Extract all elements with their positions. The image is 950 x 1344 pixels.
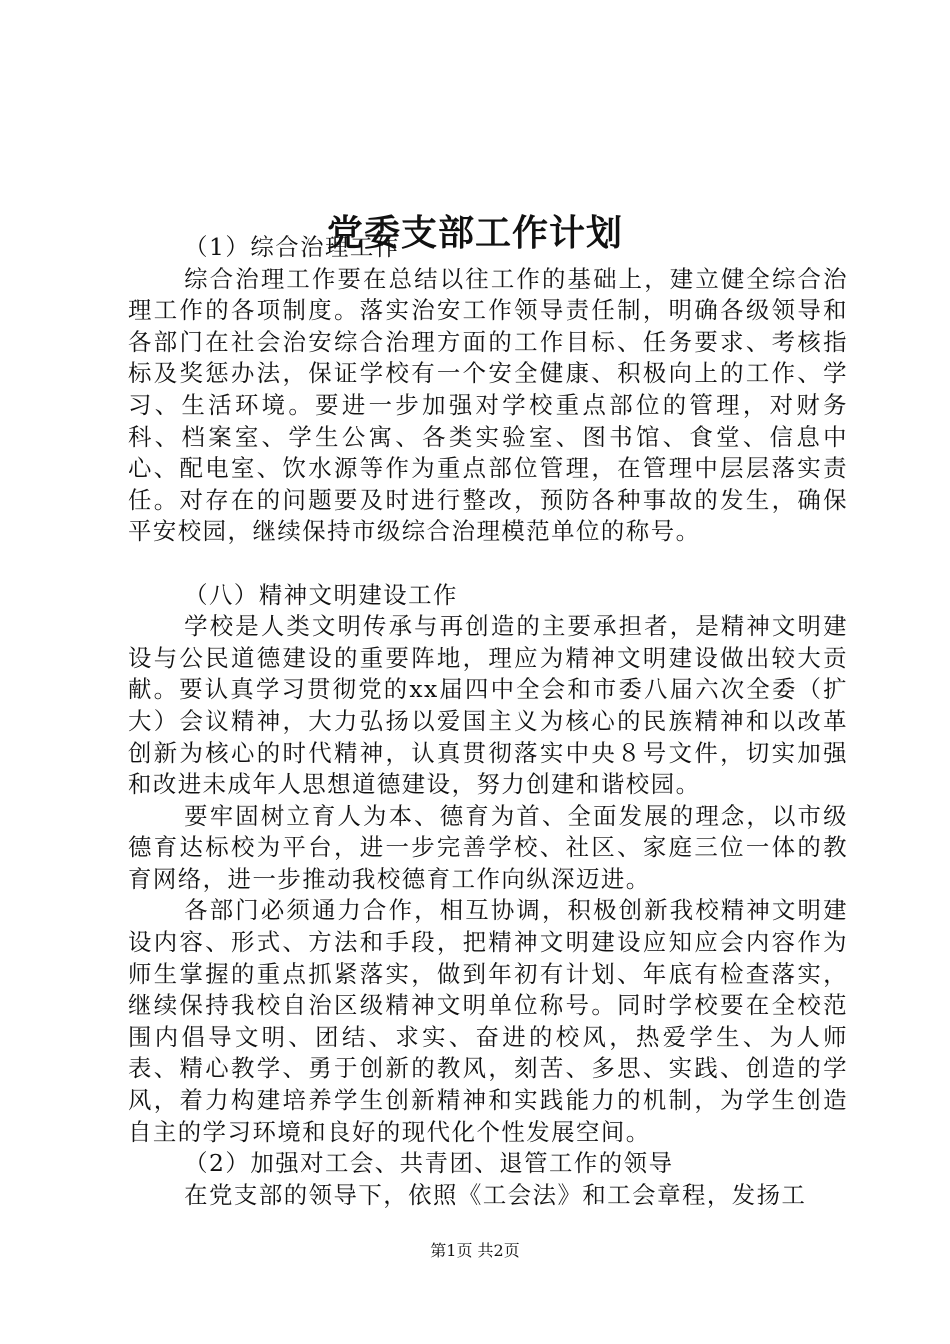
paragraph-spiritual-civilization-1: 学校是人类文明传承与再创造的主要承担者，是精神文明建设与公民道德建设的重要阵地，理应为精神文明建设做出较大贡献。要认真学习贯彻党的xx届四中全会和市委八届六次全委（扩大）会议精神，大力弘扬以爱国主义为核心的民族精神和以改革创新为核心的时代精神，认真贯彻落实中央８号文件，切实加强和改进未成年人思想道德建设，努力创建和谐校园。	[128, 612, 848, 799]
page-footer: 第1页 共2页	[430, 1241, 520, 1260]
section-heading-spiritual-civilization: （八）精神文明建设工作	[184, 580, 458, 609]
paragraph-spiritual-civilization-2: 要牢固树立育人为本、德育为首、全面发展的理念，以市级德育达标校为平台，进一步完善学校、社区、家庭三位一体的教育网络，进一步推动我校德育工作向纵深迈进。	[128, 801, 848, 893]
paragraph-comprehensive-governance: 综合治理工作要在总结以往工作的基础上，建立健全综合治理工作的各项制度。落实治安工作领导责任制，明确各级领导和各部门在社会治安综合治理方面的工作目标、任务要求、考核指标及奖惩办法，保证学校有一个安全健康、积极向上的工作、学习、生活环境。要进一步加强对学校重点部位的管理，对财务科、档案室、学生公寓、各类实验室、图书馆、食堂、信息中心、配电室、饮水源等作为重点部位管理，在管理中层层落实责任。对存在的问题要及时进行整改，预防各种事故的发生，确保平安校园，继续保持市级综合治理模范单位的称号。	[128, 264, 848, 546]
document-body	[128, 232, 848, 1211]
section-heading-comprehensive-governance: （1）综合治理工作	[184, 233, 400, 261]
section-heading-union-league: （2）加强对工会、共青团、退管工作的领导	[184, 1149, 674, 1178]
section-spacer	[128, 548, 848, 580]
document-title: 党委支部工作计划	[326, 212, 623, 255]
paragraph-union-league: 在党支部的领导下，依照《工会法》和工会章程，发扬工	[184, 1180, 807, 1209]
paragraph-spiritual-civilization-3: 各部门必须通力合作，相互协调，积极创新我校精神文明建设内容、形式、方法和手段，把精神文明建设应知应会内容作为师生掌握的重点抓紧落实，做到年初有计划、年底有检查落实，继续保持我校自治区级精神文明单位称号。同时学校要在全校范围内倡导文明、团结、求实、奋进的校风，热爱学生、为人师表、精心教学、勇于创新的教风，刻苦、多思、实践、创造的学风，着力构建培养学生创新精神和实践能力的机制，为学生创造自主的学习环境和良好的现代化个性发展空间。	[128, 896, 848, 1146]
